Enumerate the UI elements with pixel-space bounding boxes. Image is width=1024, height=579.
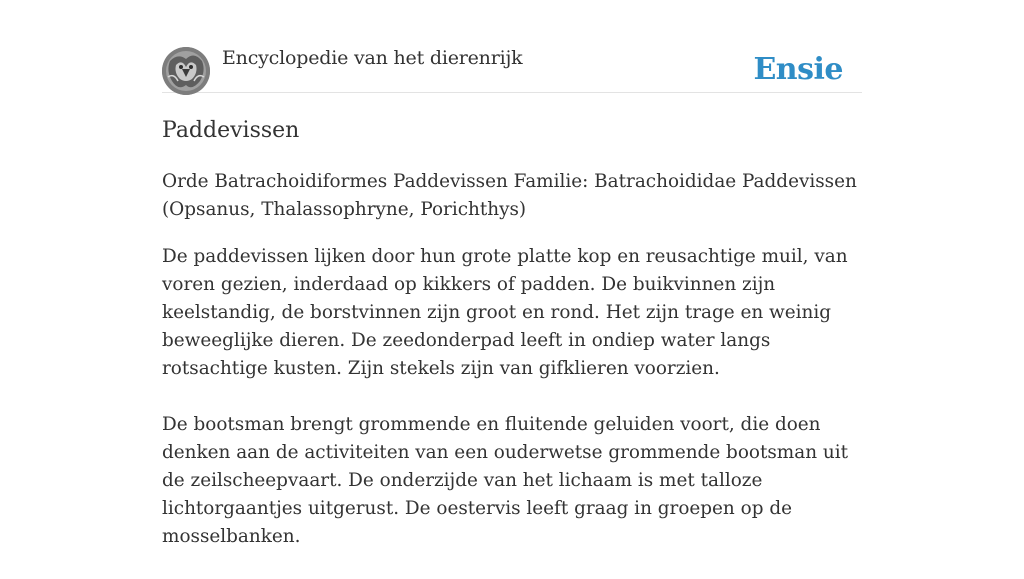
book-cover-avatar-icon[interactable]	[162, 47, 210, 95]
article-paragraph: De paddevissen lijken door hun grote platte kop en reusachtige muil, van voren gezien, inderdaad op kikkers of padden. De buikvinnen zijn keelstandig, de borstvinnen zijn groot en rond. Het zijn trage en weinig beweeglijke dieren. De zeedonderpad leeft in ondiep water langs rotsachtige kusten. Zijn stekels zijn van gifklieren voorzien.	[162, 246, 848, 379]
article-paragraph: De bootsman brengt grommende en fluitende geluiden voort, die doen denken aan de activiteiten van een ouderwetse grommende bootsman uit de zeilscheepvaart. De onderzijde van het lichaam is met talloze lichtorgaantjes uitgerust. De oestervis leeft graag in groepen op de mosselbanken.	[162, 414, 849, 547]
page-title: Paddevissen	[162, 118, 300, 143]
avatar-image	[162, 47, 210, 95]
classification-text: Orde Batrachoidiformes Paddevissen Familie: Batrachoididae Paddevissen (Opsanus, Thalassophryne, Porichthys)	[162, 171, 857, 220]
source-title[interactable]: Encyclopedie van het dierenrijk	[222, 47, 523, 69]
header	[162, 0, 862, 93]
ensie-logo[interactable]: Ensie	[753, 52, 843, 87]
article-body	[162, 243, 866, 579]
page-container	[162, 0, 862, 547]
